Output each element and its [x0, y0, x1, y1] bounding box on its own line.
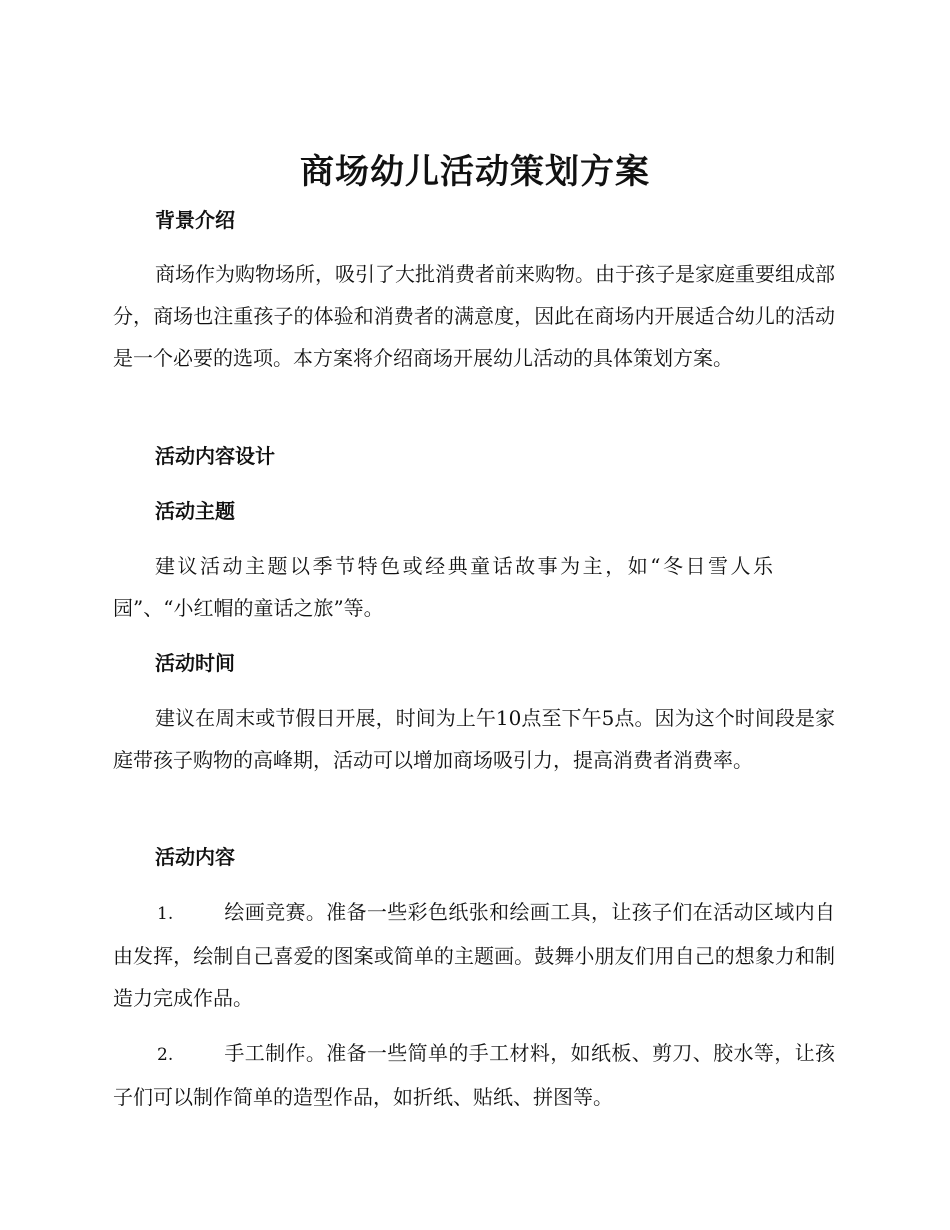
list-item: [113, 1032, 835, 1118]
section-heading-background: 背景介绍: [155, 208, 235, 232]
paragraph-activity-time: 建议在周末或节假日开展，时间为上午10点至下午5点。因为这个时间段是家庭带孩子购物的高峰期，活动可以增加商场吸引力，提高消费者消费率。: [113, 706, 835, 772]
list-item-text: 手工制作。准备一些简单的手工材料，如纸板、剪刀、胶水等，让孩子们可以制作简单的造型作品，如折纸、贴纸、拼图等。: [113, 1041, 835, 1109]
list-item: [113, 891, 835, 1019]
list-item-text: 绘画竞赛。准备一些彩色纸张和绘画工具，让孩子们在活动区域内自由发挥，绘制自己喜爱的图案或简单的主题画。鼓舞小朋友们用自己的想象力和制造力完成作品。: [113, 900, 835, 1010]
section-heading-activity-content: 活动内容: [155, 845, 235, 869]
section-heading-activity-time: 活动时间: [155, 651, 235, 675]
section-heading-activity-theme: 活动主题: [155, 499, 235, 523]
list-item-number: 1.: [157, 904, 174, 924]
document-title: 商场幼儿活动策划方案: [300, 152, 650, 192]
paragraph-background: 商场作为购物场所，吸引了大批消费者前来购物。由于孩子是家庭重要组成部分，商场也注重孩子的体验和消费者的满意度，因此在商场内开展适合幼儿的活动是一个必要的选项。本方案将介绍商场开展幼儿活动的具体策划方案。: [113, 262, 835, 370]
paragraph-activity-theme: 建议活动主题以季节特色或经典童话故事为主，如“冬日雪人乐园”、“小红帽的童话之旅”等。: [113, 554, 773, 620]
section-heading-activity-design: 活动内容设计: [155, 444, 275, 468]
list-item-number: 2.: [157, 1045, 174, 1065]
